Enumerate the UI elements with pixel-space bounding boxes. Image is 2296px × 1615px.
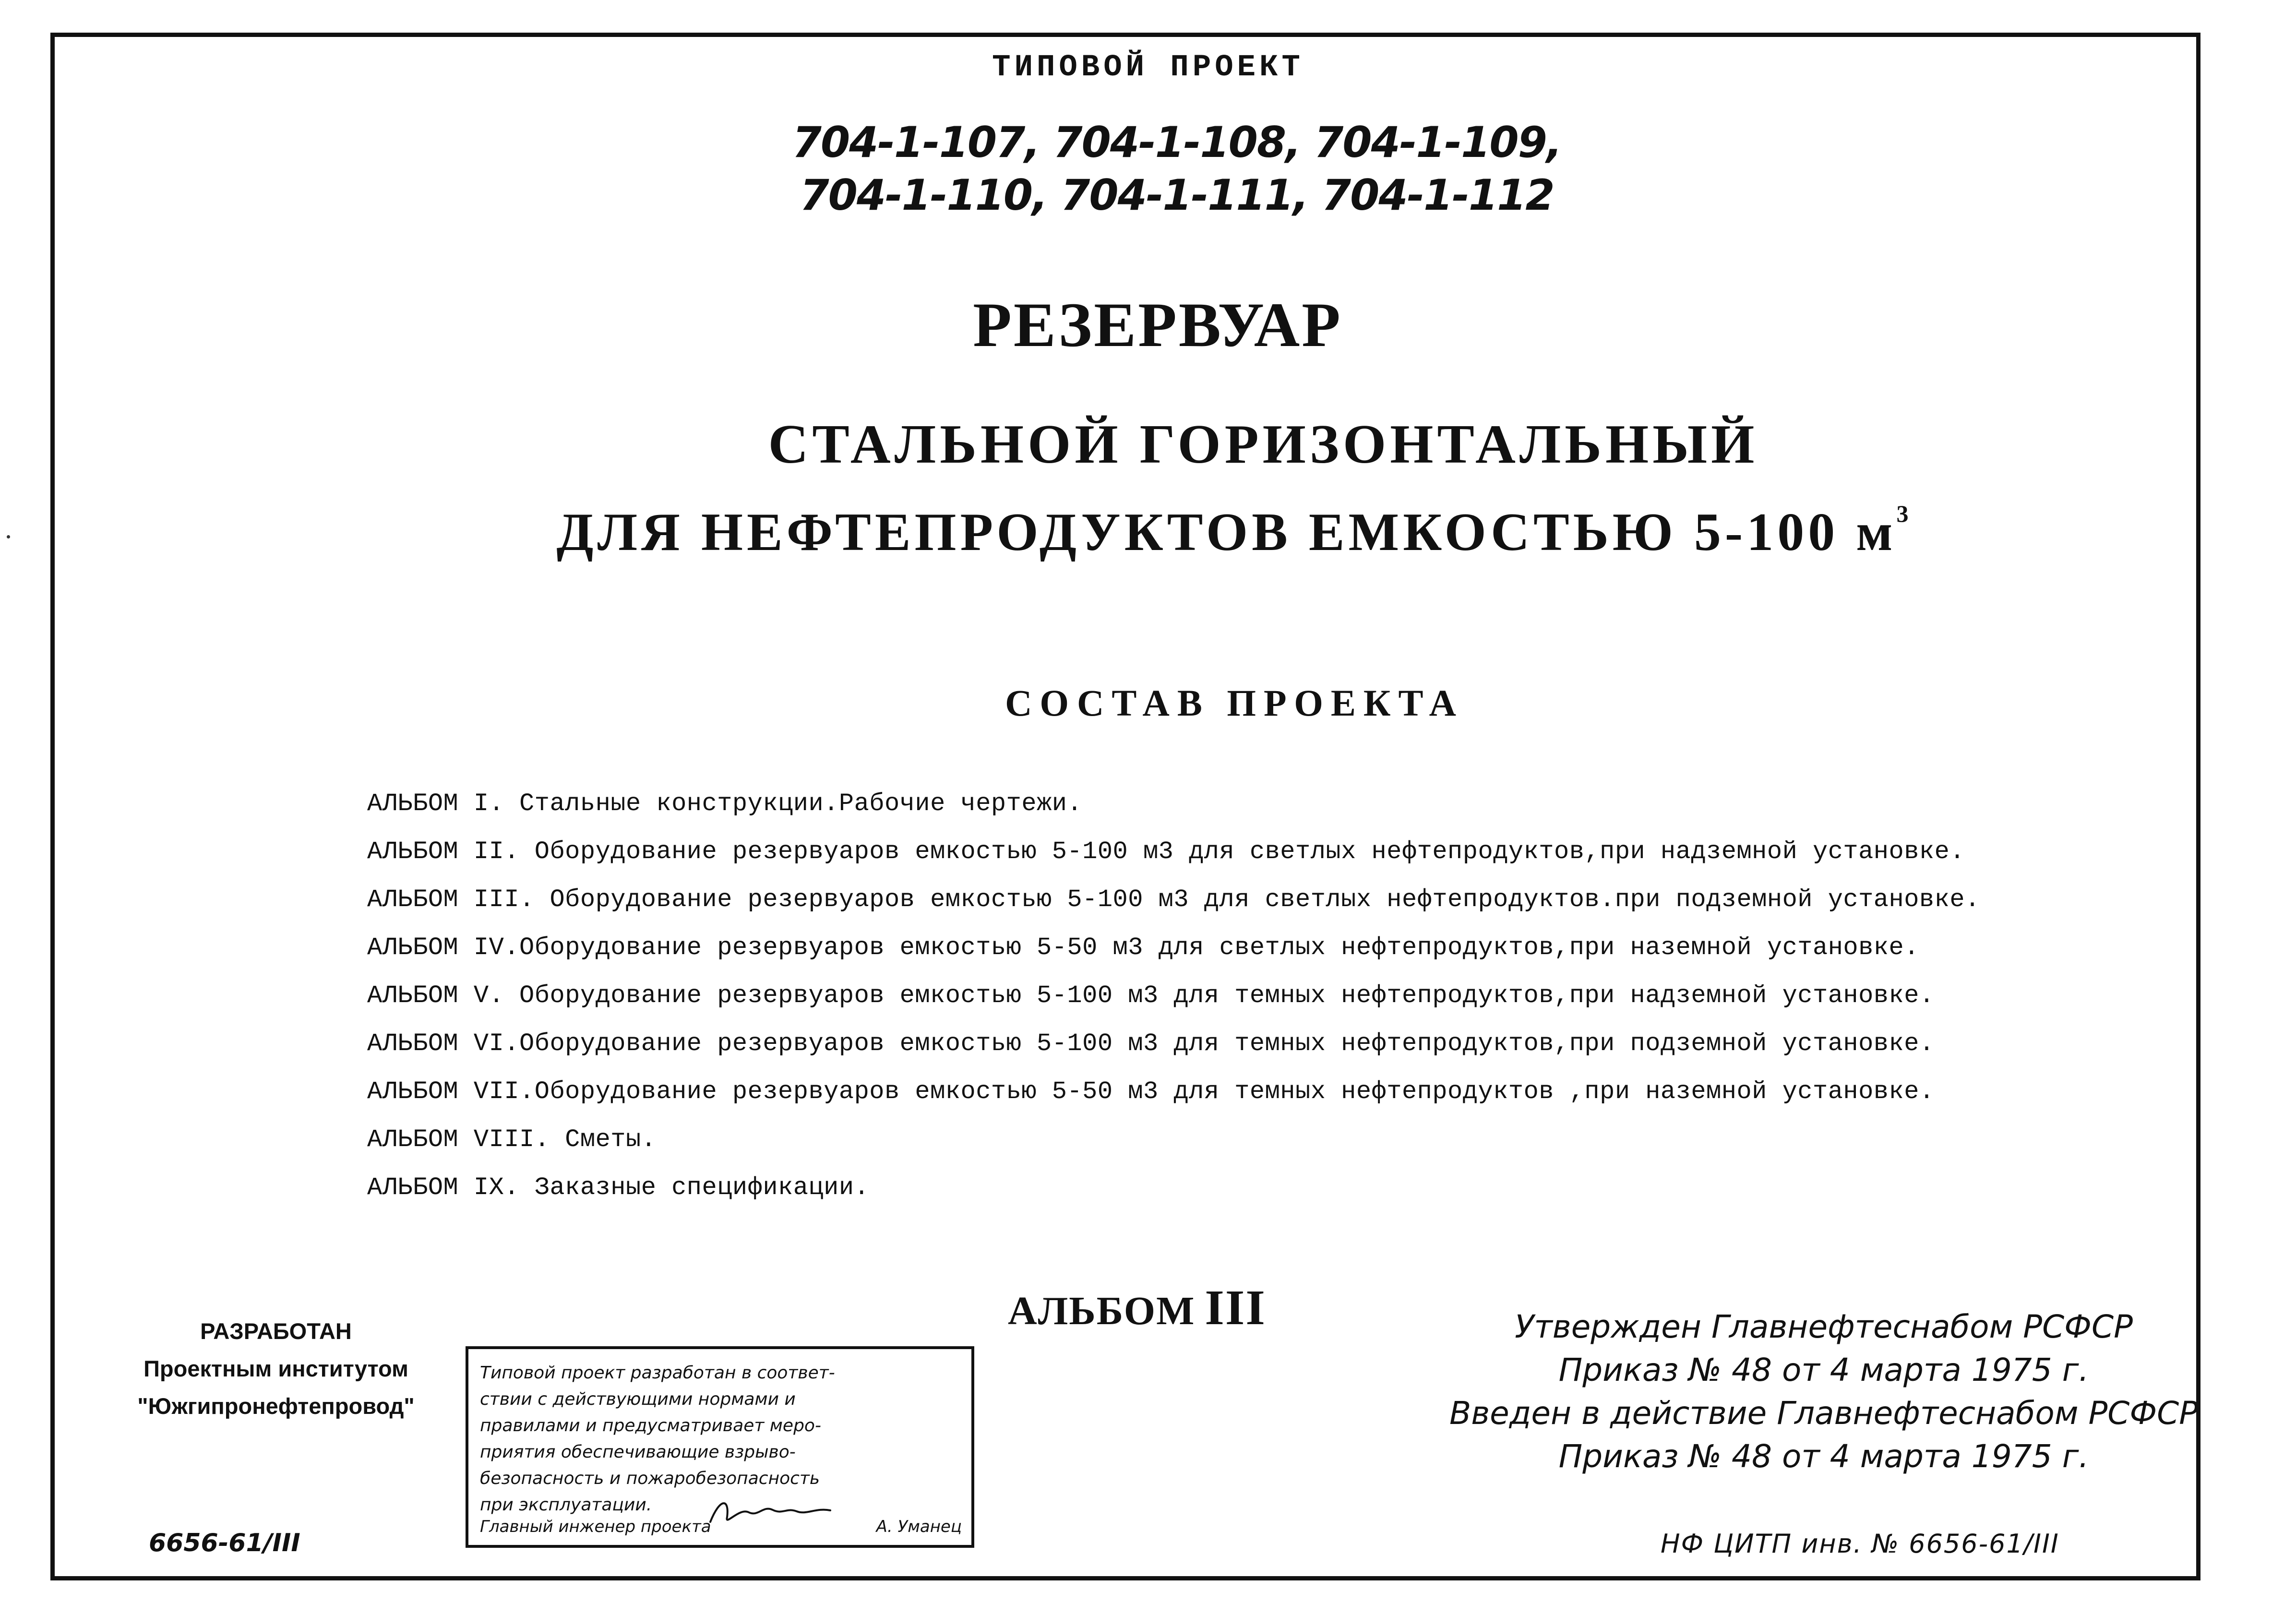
album-list-item: АЛЬБОМ VII.Оборудование резервуаров емкостью 5-50 м3 для темных нефтепродуктов ,при наземной установке. — [367, 1077, 1935, 1106]
album-list-item: АЛЬБОМ V. Оборудование резервуаров емкостью 5-100 м3 для темных нефтепродуктов,при надземной установке. — [367, 981, 1935, 1010]
album-list-item: АЛЬБОМ II. Оборудование резервуаров емкостью 5-100 м3 для светлых нефтепродуктов,при надземной установке. — [367, 837, 1965, 866]
approval-block — [1440, 1305, 2208, 1392]
album-list-item: АЛЬБОМ VI.Оборудование резервуаров емкостью 5-100 м3 для темных нефтепродуктов,при подземной установке. — [367, 1029, 1935, 1058]
handwritten-signature — [706, 1493, 849, 1531]
album-number: III — [1205, 1280, 1266, 1335]
album-number-label — [1008, 1279, 1266, 1336]
developer-block — [108, 1313, 444, 1425]
enactment-line-2: Приказ № 48 от 4 марта 1975 г. — [1558, 1438, 2089, 1475]
project-numbers-line-2: 704-1-110, 704-1-111, 704-1-112 — [800, 170, 1554, 220]
approval-line-2: Приказ № 48 от 4 марта 1975 г. — [1558, 1352, 2089, 1388]
developer-line-2: Проектным институтом — [144, 1356, 408, 1381]
title-subtitle-2 — [86, 502, 2296, 563]
project-type-label: ТИПОВОЙ ПРОЕКТ — [992, 50, 1304, 85]
note-line: правилами и предусматривает меро- — [480, 1416, 821, 1436]
compliance-note-box — [466, 1346, 974, 1548]
note-signature-row — [480, 1511, 962, 1540]
document-code-right: НФ ЦИТП инв. № 6656-61/III — [1661, 1529, 2059, 1559]
album-list-item: АЛЬБОМ VIII. Сметы. — [367, 1125, 657, 1154]
note-line: при эксплуатации. — [480, 1495, 652, 1515]
approval-line-1: Утвержден Главнефтеснабом РСФСР — [1515, 1308, 2133, 1345]
enactment-line-1: Введен в действие Главнефтеснабом РСФСР — [1449, 1395, 2199, 1432]
stray-mark — [7, 535, 10, 538]
chief-engineer-name: А. Уманец — [876, 1517, 962, 1536]
album-word: АЛЬБОМ — [1008, 1289, 1196, 1333]
title-main: РЕЗЕРВУАР — [973, 289, 1342, 360]
developer-line-3: "Южгипронефтепровод" — [137, 1393, 415, 1419]
album-list-item: АЛЬБОМ IX. Заказные спецификации. — [367, 1173, 870, 1202]
album-list-item: АЛЬБОМ I. Стальные конструкции.Рабочие чертежи. — [367, 790, 1083, 818]
album-list — [367, 780, 2191, 1212]
enactment-block — [1440, 1392, 2208, 1478]
album-list-item: АЛЬБОМ III. Оборудование резервуаров емкостью 5-100 м3 для светлых нефтепродуктов.при подземной установке. — [367, 885, 1980, 914]
album-list-item: АЛЬБОМ IV.Оборудование резервуаров емкостью 5-50 м3 для светлых нефтепродуктов,при наземной установке. — [367, 933, 1919, 962]
composition-heading: СОСТАВ ПРОЕКТА — [1005, 682, 1464, 724]
note-line: ствии с действующими нормами и — [480, 1389, 796, 1409]
title-subtitle-2-sup: 3 — [1896, 500, 1913, 527]
document-code-left: 6656-61/III — [149, 1529, 300, 1557]
title-subtitle-1: СТАЛЬНОЙ ГОРИЗОНТАЛЬНЫЙ — [768, 414, 1758, 475]
project-numbers-line-1: 704-1-107, 704-1-108, 704-1-109, — [792, 118, 1562, 167]
chief-engineer-role: Главный инженер проекта — [480, 1517, 711, 1536]
note-line: Типовой проект разработан в соответ- — [480, 1363, 835, 1383]
note-line: безопасность и пожаробезопасность — [480, 1469, 820, 1488]
developer-line-1: РАЗРАБОТАН — [200, 1318, 352, 1344]
title-subtitle-2-text: ДЛЯ НЕФТЕПРОДУКТОВ ЕМКОСТЬЮ 5-100 м — [556, 502, 1897, 562]
note-line: приятия обеспечивающие взрыво- — [480, 1442, 796, 1462]
